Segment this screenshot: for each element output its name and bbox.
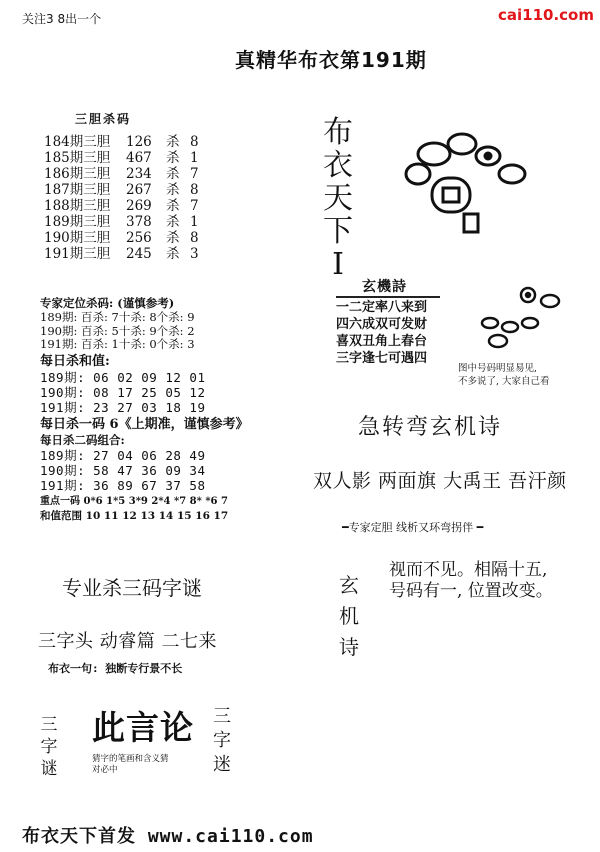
list-row bbox=[44, 246, 199, 262]
site-url-logo: cai110.com bbox=[498, 6, 594, 24]
combo-title: 每日杀二码组合: bbox=[40, 432, 125, 447]
list-row bbox=[44, 230, 199, 246]
picture-caption bbox=[458, 362, 550, 388]
follow-note: 关注3 8出一个 bbox=[22, 12, 102, 26]
list-row bbox=[44, 150, 199, 166]
footer-banner: 布衣天下首发 www.cai110.com bbox=[22, 826, 314, 847]
caption-line: 不多说了, 大家自己看 bbox=[458, 376, 550, 387]
nums-cell: 378 bbox=[126, 214, 152, 230]
bead bbox=[489, 335, 507, 347]
poem-line: 一二定率八来到 bbox=[336, 300, 428, 315]
combo-row: 190期: 58 47 36 09 34 bbox=[40, 462, 206, 478]
issue-cell: 186期三胆 bbox=[44, 166, 111, 182]
kill-label-cell: 杀 bbox=[166, 166, 180, 182]
hint-line: 猜字的笔画和含义猜 bbox=[92, 754, 169, 764]
kill-cell: 8 bbox=[190, 230, 199, 246]
poem-divider bbox=[336, 296, 440, 298]
bycloth-vertical-title: 布衣天下Ⅰ bbox=[323, 115, 353, 282]
focus-line: 重点一码 0*6 1*5 3*9 2*4 *7 8* *6 7 bbox=[40, 495, 228, 507]
position-row: 190期: 百杀: 5十杀: 9个杀: 2 bbox=[40, 323, 195, 338]
list-row bbox=[44, 166, 199, 182]
nums-cell: 256 bbox=[126, 230, 152, 246]
position-rows bbox=[40, 311, 249, 352]
bead bbox=[541, 295, 559, 307]
kill-cell: 1 bbox=[190, 214, 199, 230]
poem-line: 四六成双可发财 bbox=[336, 317, 428, 332]
kill-label-cell: 杀 bbox=[166, 182, 180, 198]
position-row: 189期: 百杀: 7十杀: 8个杀: 9 bbox=[40, 310, 195, 324]
kill-label-cell: 杀 bbox=[166, 214, 180, 230]
one-code-line: 每日杀一码 6《上期准，谨慎参考》 bbox=[40, 416, 249, 432]
expert-line: ━专家定胆 线析又环弯拐伴 ━ bbox=[342, 521, 484, 534]
kill-label-cell: 杀 bbox=[166, 230, 180, 246]
pro-kill-title: 专业杀三码字谜 bbox=[62, 576, 202, 600]
bead bbox=[499, 165, 525, 183]
kill-cell: 1 bbox=[190, 150, 199, 166]
bead-dot bbox=[526, 293, 530, 297]
bead bbox=[448, 134, 476, 154]
issue-cell: 184期三胆 bbox=[44, 134, 111, 150]
list-row bbox=[44, 134, 199, 150]
kill-cell: 7 bbox=[190, 198, 199, 214]
bead bbox=[406, 164, 430, 184]
list-row bbox=[44, 214, 199, 230]
coin-hole bbox=[443, 188, 459, 202]
bead bbox=[482, 318, 498, 328]
issue-cell: 191期三胆 bbox=[44, 246, 111, 262]
sum-row: 189期: 06 02 09 12 01 bbox=[40, 369, 206, 385]
caption-line: 图中号码明显易见, bbox=[458, 363, 538, 374]
poem-line: 三字逢七可遇四 bbox=[336, 351, 428, 366]
nums-cell: 126 bbox=[126, 134, 152, 150]
issue-cell: 190期三胆 bbox=[44, 230, 111, 246]
this-statement-title: 此言论 bbox=[92, 708, 194, 747]
three-char-riddle: 三字头 动睿篇 二七来 bbox=[38, 631, 217, 652]
bead-dot bbox=[485, 153, 491, 159]
kill-cell: 8 bbox=[190, 182, 199, 198]
combo-row: 189期: 27 04 06 28 49 bbox=[40, 447, 206, 463]
three-dan-list bbox=[44, 134, 199, 262]
combo-rows bbox=[40, 448, 249, 493]
riddle-phrase: 双人影 两面旗 大禹王 吾汗颜 bbox=[313, 470, 567, 492]
bycloth-sentence: 布衣一句: 独断专行景不长 bbox=[48, 662, 183, 675]
sum-row: 190期: 08 17 25 05 12 bbox=[40, 384, 206, 400]
issue-cell: 188期三胆 bbox=[44, 198, 111, 214]
issue-cell: 185期三胆 bbox=[44, 150, 111, 166]
kill-label-cell: 杀 bbox=[166, 134, 180, 150]
riddle-text bbox=[389, 560, 553, 602]
expert-block bbox=[40, 296, 249, 523]
sum-title: 每日杀和值: bbox=[40, 353, 110, 369]
bead bbox=[418, 143, 450, 165]
kill-cell: 3 bbox=[190, 246, 199, 262]
nums-cell: 269 bbox=[126, 198, 152, 214]
hint-line: 对必中 bbox=[92, 765, 118, 775]
list-row bbox=[44, 198, 199, 214]
right-vertical-label: 三字迷 bbox=[213, 706, 231, 775]
issue-cell: 189期三胆 bbox=[44, 214, 111, 230]
riddle-headline: 急转弯玄机诗 bbox=[358, 415, 503, 440]
list-title: 三胆杀码 bbox=[75, 112, 132, 126]
range-line: 和值范围 10 11 12 13 14 15 16 17 bbox=[40, 509, 229, 522]
kill-cell: 8 bbox=[190, 134, 199, 150]
kill-label-cell: 杀 bbox=[166, 198, 180, 214]
kill-cell: 7 bbox=[190, 166, 199, 182]
poem-title: 玄機詩 bbox=[362, 279, 407, 295]
bead bbox=[522, 318, 538, 328]
bead-illustration-small bbox=[478, 283, 578, 353]
riddle-line: 视而不见。相隔十五, bbox=[389, 560, 548, 580]
nums-cell: 267 bbox=[126, 182, 152, 198]
mystery-poem-vertical-label: 玄机诗 bbox=[339, 573, 359, 659]
nums-cell: 234 bbox=[126, 166, 152, 182]
kill-label-cell: 杀 bbox=[166, 246, 180, 262]
coin-bead bbox=[432, 178, 470, 212]
sum-row: 191期: 23 27 03 18 19 bbox=[40, 399, 206, 415]
poem-line: 喜双丑角上春台 bbox=[336, 334, 428, 349]
sum-rows bbox=[40, 370, 249, 415]
page-title: 真精华布衣第191期 bbox=[235, 48, 427, 72]
position-title: 专家定位杀码: (谨慎参考) bbox=[40, 296, 175, 310]
left-vertical-label: 三字谜 bbox=[40, 715, 58, 779]
issue-cell: 187期三胆 bbox=[44, 182, 111, 198]
bead-chain-illustration bbox=[404, 126, 534, 242]
riddle-line: 号码有一, 位置改变。 bbox=[389, 581, 553, 601]
small-hint bbox=[92, 754, 169, 776]
kill-label-cell: 杀 bbox=[166, 150, 180, 166]
nums-cell: 245 bbox=[126, 246, 152, 262]
pendant bbox=[464, 214, 478, 232]
bead bbox=[502, 322, 518, 332]
list-row bbox=[44, 182, 199, 198]
position-row: 191期: 百杀: 1十杀: 0个杀: 3 bbox=[40, 337, 195, 351]
nums-cell: 467 bbox=[126, 150, 152, 166]
combo-row: 191期: 36 89 67 37 58 bbox=[40, 477, 206, 493]
